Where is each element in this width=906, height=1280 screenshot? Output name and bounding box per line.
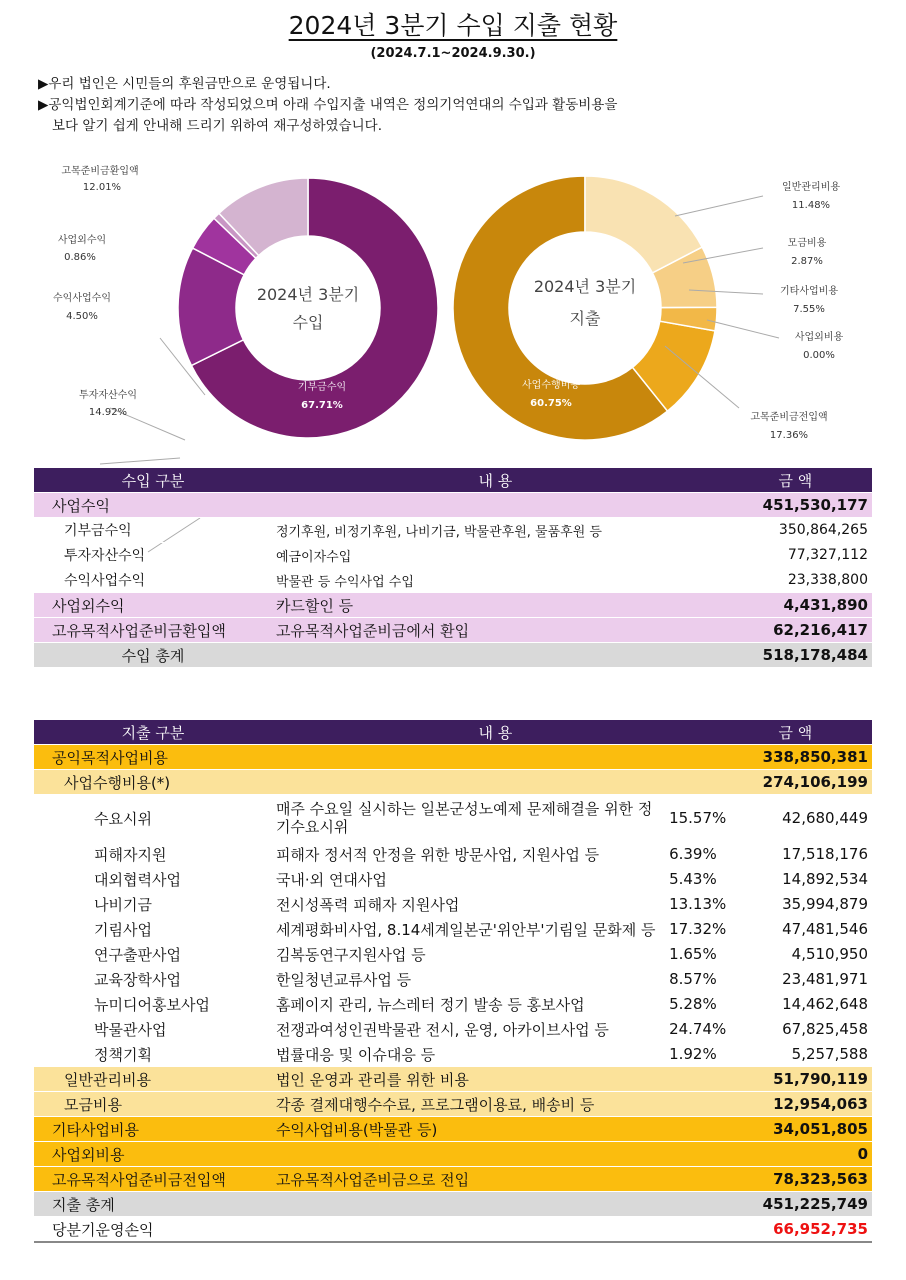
row-amount: 12,954,063: [719, 1092, 872, 1117]
income-label-name-profit: 수익사업수익: [53, 293, 111, 304]
table-row: [34, 518, 872, 543]
leader-line: [675, 196, 763, 216]
expense-center-line-1: 2024년 3분기: [533, 277, 637, 296]
row-label: 나비기금: [34, 892, 272, 917]
row-desc: 한일청년교류사업 등: [272, 967, 665, 992]
table-row: [34, 593, 872, 618]
row-pct: 13.13%: [665, 892, 719, 917]
row-pct: 17.32%: [665, 917, 719, 942]
expense-label-pct-program: 60.75%: [530, 398, 572, 409]
row-pct: 15.57%: [665, 795, 719, 842]
row-desc: 예금이자수입: [272, 543, 665, 568]
header-category: 지출 구분: [34, 720, 272, 745]
row-pct: 5.28%: [665, 992, 719, 1017]
row-desc: 각종 결제대행수수료, 프로그램이용료, 배송비 등: [272, 1092, 665, 1117]
row-amount: 62,216,417: [719, 618, 872, 643]
row-label: 기부금수익: [34, 518, 272, 543]
row-desc: 카드할인 등: [272, 593, 665, 618]
row-amount: 14,462,648: [719, 992, 872, 1017]
table-row: [34, 992, 872, 1017]
expense-label-name-fundraising: 모금비용: [787, 238, 827, 249]
table-row: [34, 1067, 872, 1092]
income-label-pct-profit: 4.50%: [66, 311, 98, 322]
expense-label-pct-nonop: 0.00%: [803, 350, 835, 361]
row-label: 지출 총계: [34, 1192, 272, 1217]
row-label: 기림사업: [34, 917, 272, 942]
note-line-3: 보다 알기 쉽게 안내해 드리기 위하여 재구성하였습니다.: [52, 118, 382, 134]
row-amount: 23,338,800: [719, 568, 872, 593]
income-center-line-1: 2024년 3분기: [256, 285, 360, 304]
table-row: [34, 1142, 872, 1167]
row-amount: 35,994,879: [719, 892, 872, 917]
row-desc: 피해자 정서적 안정을 위한 방문사업, 지원사업 등: [272, 842, 665, 867]
row-desc: 법인 운영과 관리를 위한 비용: [272, 1067, 665, 1092]
expense-label-name-nonop: 사업외비용: [794, 332, 844, 343]
expense-center-line-2: 지출: [569, 309, 601, 328]
row-pct: 24.74%: [665, 1017, 719, 1042]
row-amount: 274,106,199: [719, 770, 872, 795]
header-description: 내 용: [272, 468, 719, 493]
row-amount: 0: [719, 1142, 872, 1167]
row-label: 사업수행비용(*): [34, 770, 272, 795]
row-label: 모금비용: [34, 1092, 272, 1117]
table-row: [34, 892, 872, 917]
table-row: [34, 543, 872, 568]
row-desc: 고유목적사업준비금으로 전입: [272, 1167, 665, 1192]
row-amount: 51,790,119: [719, 1067, 872, 1092]
expense-total-row: [34, 1192, 872, 1217]
page-title: 2024년 3분기 수입 지출 현황: [288, 11, 618, 40]
income-label-name-donation: 기부금수익: [297, 382, 347, 393]
header-amount: 금 액: [719, 720, 872, 745]
expense-label-name-program: 사업수행비용: [522, 380, 580, 391]
row-desc: 수익사업비용(박물관 등): [272, 1117, 665, 1142]
row-amount: 518,178,484: [719, 643, 872, 668]
income-label-pct-nonop: 0.86%: [64, 252, 96, 263]
row-amount: 78,323,563: [719, 1167, 872, 1192]
expense-label-pct-fundraising: 2.87%: [791, 256, 823, 267]
header-category: 수입 구분: [34, 468, 272, 493]
table-row: [34, 618, 872, 643]
income-table: [34, 468, 872, 668]
row-label: 교육장학사업: [34, 967, 272, 992]
income-label-pct-reserve: 12.01%: [82, 182, 122, 193]
table-row: [34, 1042, 872, 1067]
income-total-row: [34, 643, 872, 668]
row-desc: 고유목적사업준비금에서 환입: [272, 618, 665, 643]
table-row: [34, 795, 872, 842]
row-label: 일반관리비용: [34, 1067, 272, 1092]
table-row: [34, 1092, 872, 1117]
row-pct: 1.92%: [665, 1042, 719, 1067]
expense-table: [34, 720, 872, 1243]
profit-amount: 66,952,735: [719, 1217, 872, 1243]
row-amount: 451,225,749: [719, 1192, 872, 1217]
row-amount: 4,431,890: [719, 593, 872, 618]
row-label: 뉴미디어홍보사업: [34, 992, 272, 1017]
row-desc: 정기후원, 비정기후원, 나비기금, 박물관후원, 물품후원 등: [272, 518, 665, 543]
note-line-2: ▶공익법인회계기준에 따라 작성되었으며 아래 수입지출 내역은 정의기억연대의 수입과 활동비용을: [38, 97, 618, 113]
row-amount: 451,530,177: [719, 493, 872, 518]
income-header-row: [34, 468, 872, 493]
row-label: 사업외비용: [34, 1142, 272, 1167]
income-label-pct-invest: 14.92%: [88, 407, 128, 418]
row-label: 연구출판사업: [34, 942, 272, 967]
table-row: [34, 942, 872, 967]
row-label: 수입 총계: [34, 643, 272, 668]
income-label-pct-donation: 67.71%: [301, 400, 343, 411]
leader-line: [707, 320, 779, 338]
expense-label-pct-other: 7.55%: [793, 304, 825, 315]
table-row: [34, 842, 872, 867]
row-pct: 8.57%: [665, 967, 719, 992]
row-label: 고유목적사업준비금전입액: [34, 1167, 272, 1192]
row-pct: 1.65%: [665, 942, 719, 967]
row-desc: 홈페이지 관리, 뉴스레터 정기 발송 등 홍보사업: [272, 992, 665, 1017]
row-desc: 매주 수요일 실시하는 일본군성노예제 문제해결을 위한 정기수요시위: [272, 795, 665, 842]
income-label-name-nonop: 사업외수익: [57, 235, 107, 246]
note-line-1: ▶우리 법인은 시민들의 후원금만으로 운영됩니다.: [38, 76, 331, 92]
table-row: [34, 770, 872, 795]
row-label: 투자자산수익: [34, 543, 272, 568]
row-amount: 14,892,534: [719, 867, 872, 892]
row-amount: 23,481,971: [719, 967, 872, 992]
row-desc: 국내·외 연대사업: [272, 867, 665, 892]
row-label: 기타사업비용: [34, 1117, 272, 1142]
table-row: [34, 1117, 872, 1142]
table-row: [34, 493, 872, 518]
leader-line: [100, 458, 180, 464]
row-label: 공익목적사업비용: [34, 745, 272, 770]
row-label: 박물관사업: [34, 1017, 272, 1042]
period-subtitle: (2024.7.1~2024.9.30.): [370, 46, 536, 61]
row-label: 수익사업수익: [34, 568, 272, 593]
row-amount: 47,481,546: [719, 917, 872, 942]
row-label: 피해자지원: [34, 842, 272, 867]
row-amount: 17,518,176: [719, 842, 872, 867]
row-amount: 350,864,265: [719, 518, 872, 543]
expense-donut-chart: [453, 160, 906, 450]
expense-label-name-admin: 일반관리비용: [782, 182, 840, 193]
row-desc: [272, 493, 665, 518]
expense-header-row: [34, 720, 872, 745]
table-row: [34, 568, 872, 593]
row-amount: 338,850,381: [719, 745, 872, 770]
expense-label-name-other: 기타사업비용: [780, 286, 838, 297]
row-desc: 세계평화비사업, 8.14세계일본군'위안부'기림일 문화제 등: [272, 917, 665, 942]
row-amount: 5,257,588: [719, 1042, 872, 1067]
income-center-line-2: 수입: [292, 313, 324, 332]
row-label: 사업수익: [34, 493, 272, 518]
table-row: [34, 1167, 872, 1192]
table-row: [34, 745, 872, 770]
row-pct: 6.39%: [665, 842, 719, 867]
row-desc: 법률대응 및 이슈대응 등: [272, 1042, 665, 1067]
row-label: 대외협력사업: [34, 867, 272, 892]
profit-row: [34, 1217, 872, 1243]
row-amount: 77,327,112: [719, 543, 872, 568]
table-row: [34, 967, 872, 992]
expense-label-name-reserve: 고목준비금전입액: [750, 412, 828, 423]
row-amount: 4,510,950: [719, 942, 872, 967]
table-row: [34, 867, 872, 892]
row-label: 당분기운영손익: [34, 1217, 272, 1243]
row-label: 수요시위: [34, 795, 272, 842]
row-amount: 42,680,449: [719, 795, 872, 842]
row-label: 사업외수익: [34, 593, 272, 618]
table-row: [34, 1017, 872, 1042]
table-row: [34, 917, 872, 942]
income-label-name-reserve: 고목준비금환입액: [61, 166, 139, 177]
row-amount: 67,825,458: [719, 1017, 872, 1042]
row-pct: 5.43%: [665, 867, 719, 892]
row-desc: 박물관 등 수익사업 수입: [272, 568, 665, 593]
income-label-name-invest: 투자자산수익: [79, 390, 137, 401]
notes: [38, 74, 858, 137]
header-amount: 금 액: [719, 468, 872, 493]
expense-label-pct-admin: 11.48%: [791, 200, 831, 211]
row-desc: 전쟁과여성인권박물관 전시, 운영, 아카이브사업 등: [272, 1017, 665, 1042]
row-label: 정책기획: [34, 1042, 272, 1067]
row-desc: 김복동연구지원사업 등: [272, 942, 665, 967]
income-donut-chart: [0, 160, 453, 450]
row-amount: 34,051,805: [719, 1117, 872, 1142]
header-description: 내 용: [272, 720, 719, 745]
row-desc: 전시성폭력 피해자 지원사업: [272, 892, 665, 917]
row-label: 고유목적사업준비금환입액: [34, 618, 272, 643]
expense-label-pct-reserve: 17.36%: [769, 430, 809, 441]
